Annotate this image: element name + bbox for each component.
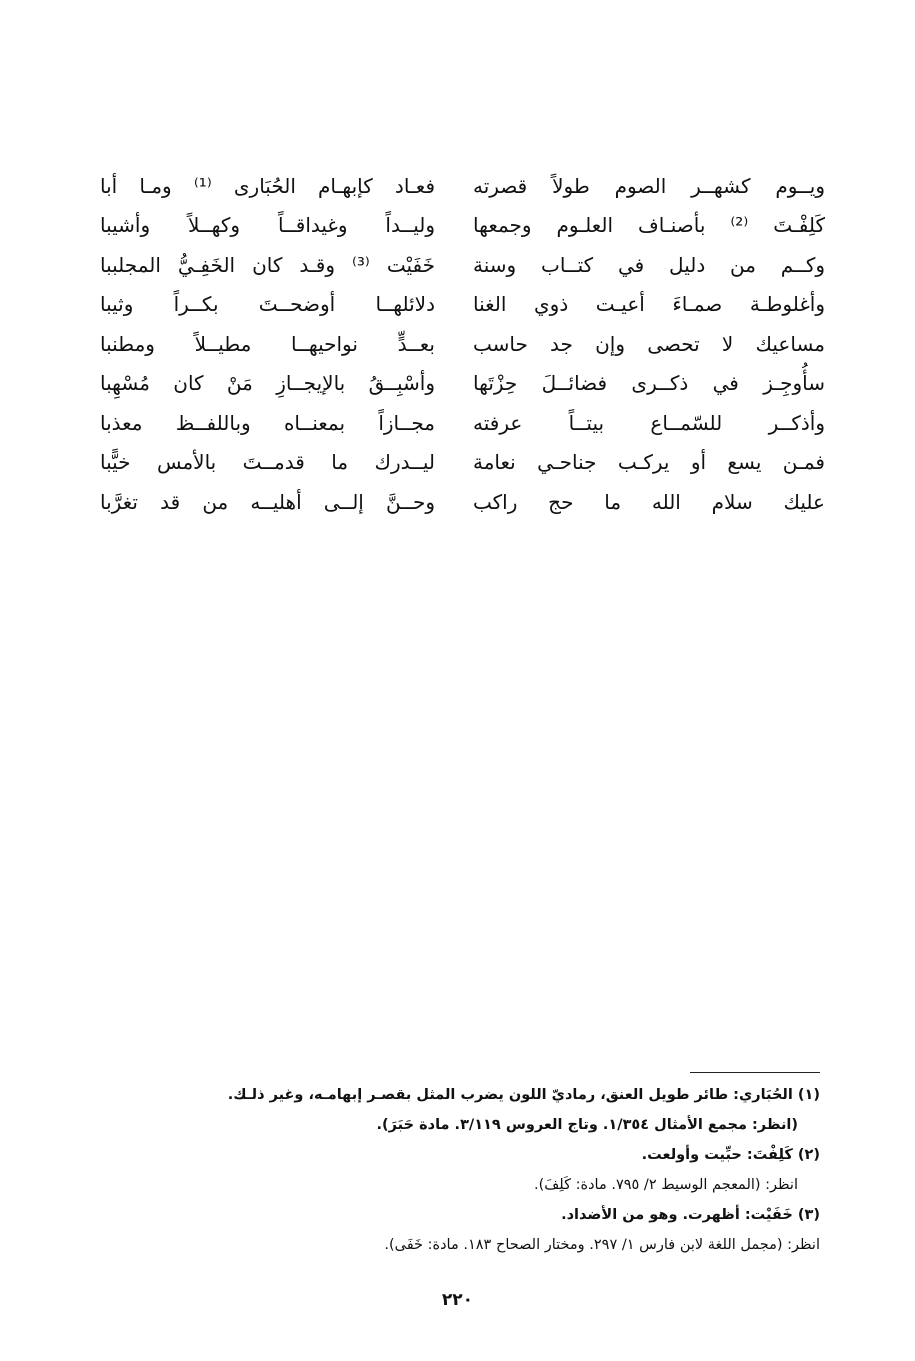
verse-first-hemistich: وأغلوطـة صمـاءَ أعيـت ذوي الغنا (473, 292, 825, 317)
verse (100, 245, 825, 285)
verse-second-hemistich: بعــدٍّ نواحيهــا مطيــلاً ومطنبا (100, 331, 435, 356)
footnote-3-reference: انظر: (مجمل اللغة لابن فارس ١/ ٢٩٧. ومختار الصحاح ١٨٣. مادة: خَفَى). (384, 1237, 820, 1253)
verse-second-hemistich: فعـاد كإبهـام الحُبَارى ⁽¹⁾ ومـا أبا (100, 173, 436, 198)
footnote-2-reference: انظر: (المعجم الوسيط ٢/ ٧٩٥. مادة: كَلِفَ). (534, 1177, 798, 1193)
footnote-1: (١) الحُبَاري: طائر طويل العنق، رماديّ اللون يضرب المثل بقصـر إبهامـه، وغير ذلـك. (227, 1087, 820, 1103)
poem (100, 166, 825, 522)
verse-first-hemistich: ويــوم كشهــر الصوم طولاً قصرته (473, 173, 825, 198)
verse-second-hemistich: وليــداً وغيداقــاً وكهــلاً وأشيبا (100, 213, 435, 238)
verse (100, 443, 825, 483)
verse-first-hemistich: وأذكــر للسّمــاع بيتــاً عرفته (473, 410, 825, 435)
page-number: ٢٢٠ (441, 1290, 474, 1310)
verse-first-hemistich: وكــم من دليل في كتــاب وسنة (473, 252, 825, 277)
verse (100, 206, 825, 246)
verse-second-hemistich: وأسْبِــقُ بالإيجــازِ مَنْ كان مُسْهِبا (100, 371, 435, 396)
footnote-2: (٢) كَلِفْتَ: حبِّيت وأولعت. (641, 1147, 820, 1163)
verse-second-hemistich: دلائلهــا أوضحــتَ بكــراً وثيبا (100, 292, 435, 317)
footnote-1-reference: (انظر: مجمع الأمثال ١/٣٥٤. وتاج العروس ٣/١١٩. مادة حَبَرَ). (376, 1117, 798, 1133)
verse-second-hemistich: وحــنَّ إلــى أهليــه من قد تغرَّبا (100, 489, 435, 514)
verse-first-hemistich: فمـن يسع أو يركـب جناحـي نعامة (473, 450, 825, 475)
verse-second-hemistich: مجــازاً بمعنــاه وباللفــظ معذبا (100, 410, 435, 435)
verse-first-hemistich: كَلِفْـتَ ⁽²⁾ بأصنـاف العلـوم وجمعها (473, 213, 825, 238)
verse (100, 364, 825, 404)
verse-first-hemistich: سأُوجِـز في ذكــرى فضائــلَ حِزْتَها (473, 371, 825, 396)
verse (100, 285, 825, 325)
verse-second-hemistich: ليــدرك ما قدمــتَ بالأمس خيًّبا (100, 450, 435, 475)
verse-first-hemistich: مساعيك لا تحصى وإن جد حاسب (473, 331, 825, 356)
verse (100, 166, 825, 206)
verse (100, 403, 825, 443)
verse-first-hemistich: عليك سلام الله ما حج راكب (473, 489, 825, 514)
footnotes (140, 1080, 820, 1260)
footnote-3: (٣) خَفَيْت: أظهرت. وهو من الأضداد. (561, 1207, 820, 1223)
verse (100, 482, 825, 522)
verse (100, 324, 825, 364)
verse-second-hemistich: خَفَيْت ⁽³⁾ وقـد كان الخَفِـيُّ المجلببا (100, 252, 435, 277)
footnote-divider (690, 1072, 820, 1073)
